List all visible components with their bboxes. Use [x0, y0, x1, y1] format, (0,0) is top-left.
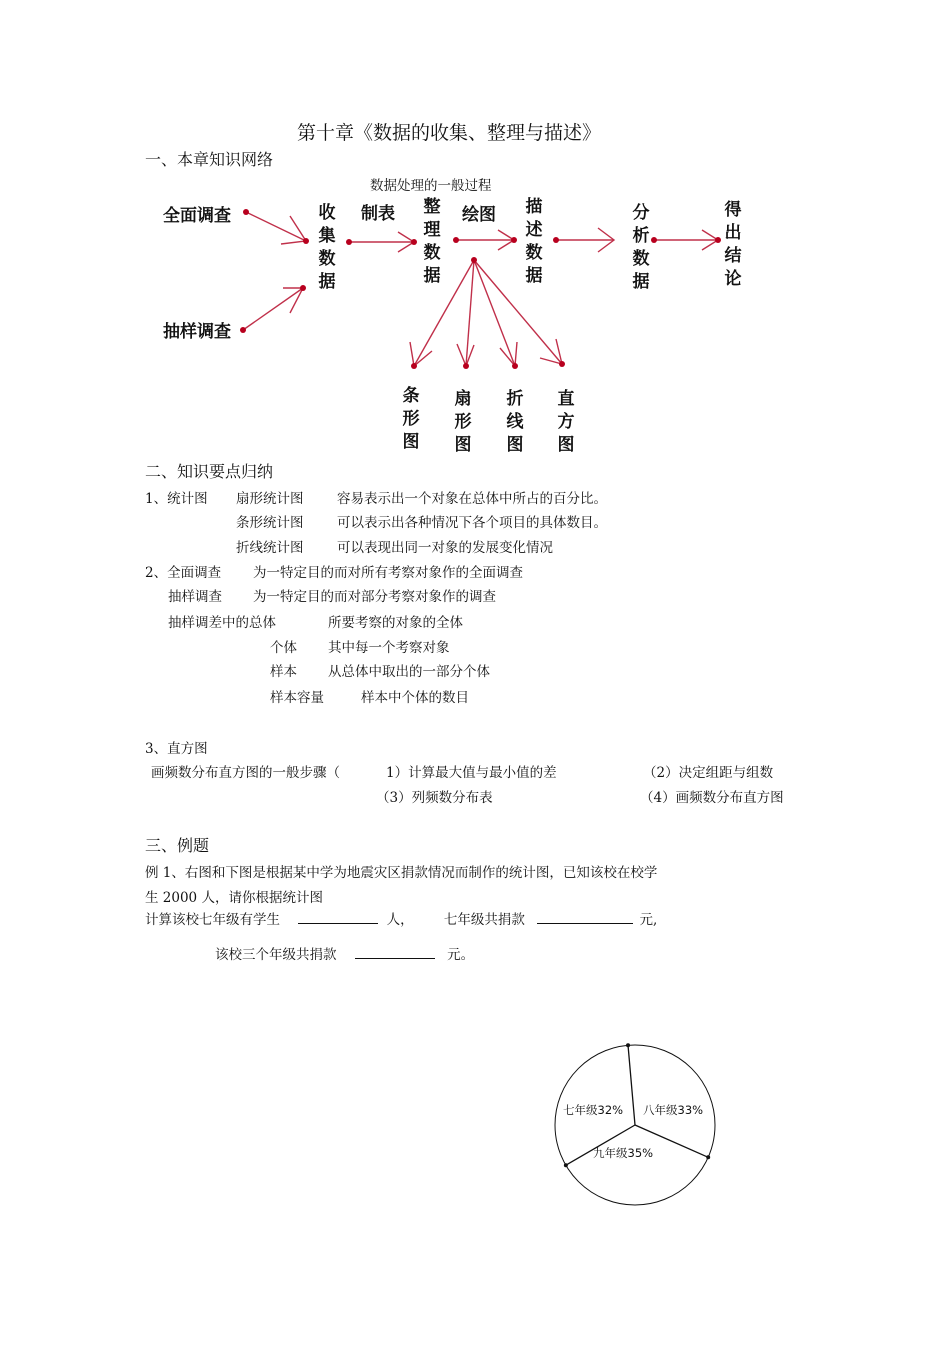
example-line1: 例 1、右图和下图是根据某中学为地震灾区捐款情况而制作的统计图，已知该校在校学 — [145, 865, 658, 881]
item1-number: 1、统计图 — [145, 491, 208, 507]
item3-step1: 1）计算最大值与最小值的差 — [386, 765, 557, 781]
pie-slice-label: 八年级33% — [643, 1103, 704, 1117]
item1-row3-name: 折线统计图 — [236, 540, 304, 556]
node-describe-data: 描述数据 — [525, 197, 543, 286]
node-organize-data: 整理数据 — [423, 197, 441, 286]
node-make-table: 制表 — [361, 204, 395, 224]
item2-population-desc: 所要考察的对象的全体 — [328, 615, 463, 631]
item3-intro: 画频数分布直方图的一般步骤（ — [151, 765, 340, 781]
question-text-2: 人， — [386, 912, 414, 928]
diagram-caption: 数据处理的一般过程 — [370, 178, 492, 194]
item2-individual-desc: 其中每一个考察对象 — [328, 640, 450, 656]
item2-sample-item-name: 样本 — [270, 664, 297, 680]
question-text-5: 该校三个年级共捐款 — [215, 947, 337, 963]
node-pie-chart: 扇形图 — [454, 389, 472, 455]
question-text-1: 计算该校七年级有学生 — [145, 912, 280, 928]
question-text-3: 七年级共捐款 — [443, 912, 525, 928]
item2-sample-desc: 为一特定目的而对部分考察对象作的调查 — [253, 589, 496, 605]
pie-slice-label: 九年级35% — [593, 1146, 654, 1160]
pie-slice-boundary — [628, 1045, 635, 1125]
pie-slice-label: 七年级32% — [563, 1103, 624, 1117]
node-bar-chart: 条形图 — [402, 386, 420, 452]
node-conclusion: 得出结论 — [724, 200, 742, 289]
item1-row2-desc: 可以表示出各种情况下各个项目的具体数目。 — [337, 515, 607, 531]
node-full-survey: 全面调查 — [163, 206, 231, 226]
node-sample-survey: 抽样调查 — [163, 322, 231, 342]
item3-step4: （4）画频数分布直方图 — [640, 790, 784, 806]
item2-population-name: 抽样调差中的总体 — [168, 615, 276, 631]
item2-sample-size-desc: 样本中个体的数目 — [361, 690, 469, 706]
item2-sample-size-name: 样本容量 — [270, 690, 324, 706]
section1-heading: 一、本章知识网络 — [145, 150, 274, 169]
example-line2: 生 2000 人，请你根据统计图 — [145, 890, 323, 906]
item1-row1-name: 扇形统计图 — [236, 491, 304, 507]
node-draw: 绘图 — [462, 205, 496, 225]
item2-sample-name: 抽样调查 — [168, 589, 222, 605]
item3-number: 3、直方图 — [145, 741, 208, 757]
item2-sample-item-desc: 从总体中取出的一部分个体 — [328, 664, 490, 680]
pie-boundary-dot — [626, 1043, 630, 1047]
item2-full-desc: 为一特定目的而对所有考察对象作的全面调查 — [253, 565, 523, 581]
item2-full-name: 2、全面调查 — [145, 565, 222, 581]
section2-heading: 二、知识要点归纳 — [145, 462, 274, 481]
question-text-6: 元。 — [447, 947, 475, 963]
node-histogram: 直方图 — [557, 389, 575, 455]
pie-boundary-dot — [706, 1155, 710, 1159]
section3-heading: 三、例题 — [145, 836, 210, 855]
pie-boundary-dot — [564, 1163, 568, 1167]
node-collect-data: 收集数据 — [318, 203, 336, 292]
item2-individual-name: 个体 — [270, 640, 297, 656]
item3-step3: （3）列频数分布表 — [376, 790, 493, 806]
question-text-4: 元, — [639, 912, 658, 928]
item1-row1-desc: 容易表示出一个对象在总体中所占的百分比。 — [337, 491, 607, 507]
node-line-chart: 折线图 — [506, 389, 524, 455]
item1-row2-name: 条形统计图 — [236, 515, 304, 531]
item3-step2: （2）决定组距与组数 — [643, 765, 774, 781]
node-analyze-data: 分析数据 — [632, 203, 650, 292]
item1-row3-desc: 可以表现出同一对象的发展变化情况 — [337, 540, 553, 556]
page-title: 第十章《数据的收集、整理与描述》 — [297, 122, 602, 144]
